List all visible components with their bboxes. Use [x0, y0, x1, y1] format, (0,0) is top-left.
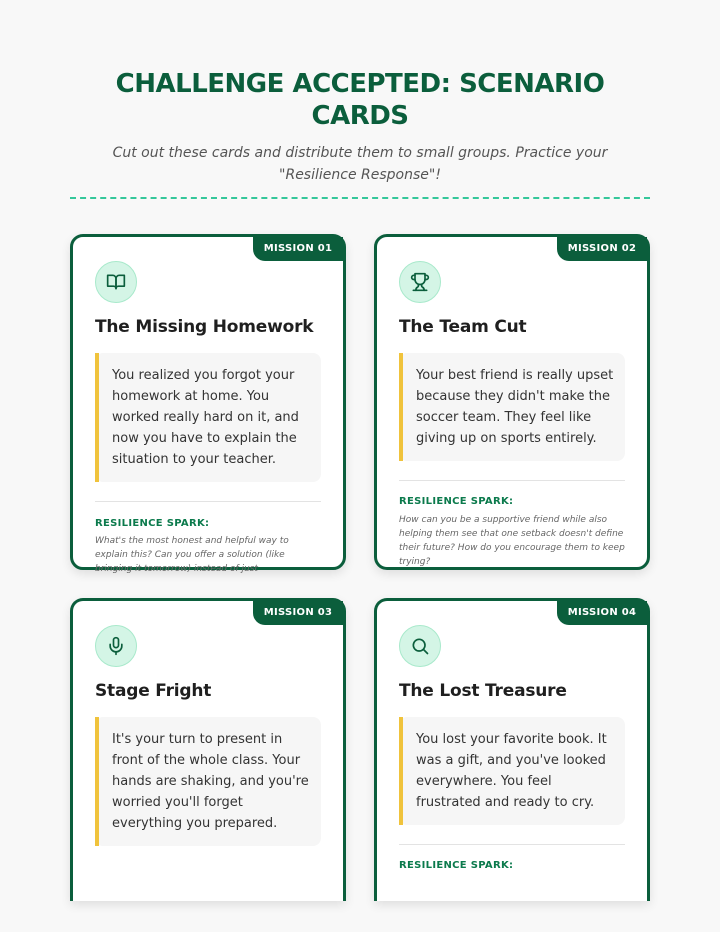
microphone-icon — [106, 636, 126, 656]
scenario-card-2 — [374, 234, 650, 570]
card-icon-circle — [399, 261, 441, 303]
card-title: Stage Fright — [95, 681, 212, 701]
scenario-text: It's your turn to present in front of the whole class. Your hands are shaking, and you're worried you'll forget everything you prepared. — [112, 732, 309, 831]
scenario-box — [399, 353, 625, 461]
page-subtitle: Cut out these cards and distribute them to small groups. Practice your "Resilience Response"! — [112, 145, 608, 183]
mission-badge: MISSION 01 — [253, 237, 343, 261]
page-header — [0, 68, 720, 186]
card-title: The Lost Treasure — [399, 681, 567, 701]
mission-badge: MISSION 03 — [253, 601, 343, 625]
scenario-text: You lost your favorite book. It was a gift, and you've looked everywhere. You feel frustrated and ready to cry. — [416, 732, 607, 810]
spark-text: What's the most honest and helpful way to explain this? Can you offer a solution (like bringing it tomorrow) instead of just — [95, 536, 289, 574]
scenario-card-1 — [70, 234, 346, 574]
spark-label: RESILIENCE SPARK: — [95, 518, 210, 529]
scenario-box — [95, 717, 321, 846]
card-title: The Missing Homework — [95, 317, 314, 337]
scenario-card-4 — [374, 598, 650, 901]
search-icon — [410, 636, 430, 656]
dashed-divider — [70, 197, 650, 199]
accent-bar — [95, 717, 99, 846]
card-separator — [95, 501, 321, 502]
scenario-box — [399, 717, 625, 825]
card-icon-circle — [399, 625, 441, 667]
accent-bar — [399, 353, 403, 461]
accent-bar — [95, 353, 99, 482]
page-title: CHALLENGE ACCEPTED: SCENARIO CARDS — [115, 69, 605, 131]
scenario-card-3 — [70, 598, 346, 901]
card-separator — [399, 844, 625, 845]
spark-label: RESILIENCE SPARK: — [399, 860, 514, 871]
mission-badge: MISSION 02 — [557, 237, 647, 261]
card-icon-circle — [95, 261, 137, 303]
scenario-text: Your best friend is really upset because they didn't make the soccer team. They feel like giving up on sports entirely. — [416, 368, 614, 446]
scenario-box — [95, 353, 321, 482]
book-icon — [106, 272, 126, 292]
spark-label: RESILIENCE SPARK: — [399, 496, 514, 507]
card-title: The Team Cut — [399, 317, 527, 337]
mission-badge: MISSION 04 — [557, 601, 647, 625]
card-icon-circle — [95, 625, 137, 667]
card-separator — [399, 480, 625, 481]
trophy-icon — [410, 272, 430, 292]
scenario-text: You realized you forgot your homework at home. You worked really hard on it, and now you have to explain the situation to your teacher. — [112, 368, 299, 467]
accent-bar — [399, 717, 403, 825]
spark-text: How can you be a supportive friend while also helping them see that one setback doesn't define their future? How do you encourage them to keep trying? — [399, 515, 625, 567]
